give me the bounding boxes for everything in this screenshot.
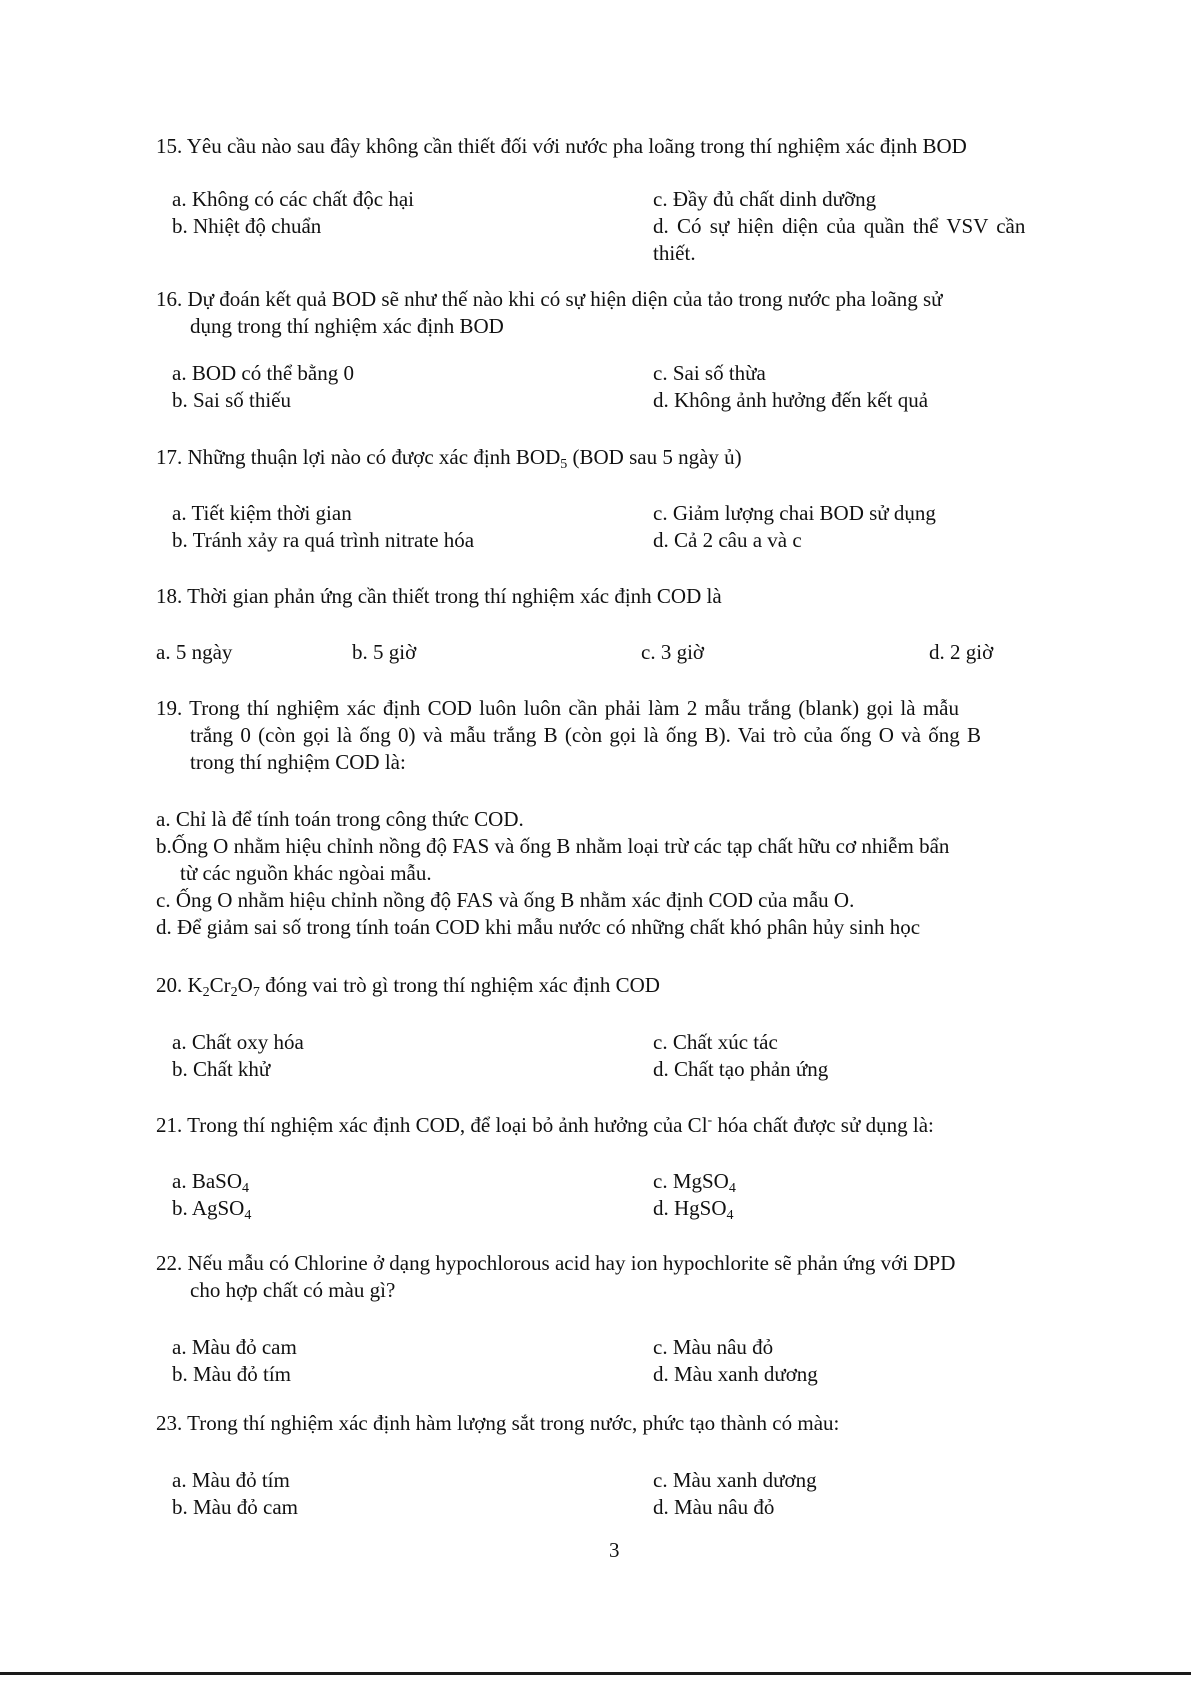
q23-option-d: d. Màu nâu đỏ (653, 1495, 775, 1519)
q15-option-d-cont: thiết. (653, 241, 696, 265)
question-16-text: 16. Dự đoán kết quả BOD sẽ như thế nào khi có sự hiện diện của tảo trong nước pha loãng sử (156, 287, 943, 311)
q19-option-d: d. Để giảm sai số trong tính toán COD khi mẫu nước có những chất khó phân hủy sinh học (156, 915, 921, 939)
q19-option-c: c. Ống O nhằm hiệu chỉnh nồng độ FAS và ống B nhằm xác định COD của mẫu O. (156, 888, 855, 912)
q22-option-c: c. Màu nâu đỏ (653, 1335, 774, 1359)
q20-option-d: d. Chất tạo phản ứng (653, 1057, 829, 1081)
q20-option-c: c. Chất xúc tác (653, 1030, 778, 1054)
question-19-text-cont2: trong thí nghiệm COD là: (190, 750, 406, 774)
question-19-text-cont1: trắng 0 (còn gọi là ống 0) và mẫu trắng B (còn gọi là ống B). Vai trò của ống O và ống B (190, 723, 981, 747)
q20-number: 20. (156, 973, 188, 997)
q21-text-pre: 21. Trong thí nghiệm xác định COD, để loại bỏ ảnh hưởng của Cl (156, 1113, 708, 1137)
q16-option-c: c. Sai số thừa (653, 361, 766, 385)
question-21-text (156, 1112, 934, 1138)
q20-text-post: đóng vai trò gì trong thí nghiệm xác định COD (259, 973, 660, 997)
q22-option-b: b. Màu đỏ tím (172, 1362, 291, 1386)
q21-option-b (172, 1195, 251, 1221)
q21-superscript: - (707, 1113, 713, 1128)
q17-text-pre: 17. Những thuận lợi nào có được xác định BOD (156, 445, 561, 469)
q23-option-b: b. Màu đỏ cam (172, 1495, 298, 1519)
q20-k: K (187, 973, 203, 997)
q20-o-subscript: 7 (252, 985, 260, 1000)
q20-k-subscript: 2 (202, 985, 210, 1000)
q15-option-c: c. Đầy đủ chất dinh dưỡng (653, 187, 877, 211)
q19-option-a: a. Chỉ là để tính toán trong công thức COD. (156, 807, 524, 831)
q21-option-b-subscript: 4 (244, 1208, 252, 1223)
question-22-text: 22. Nếu mẫu có Chlorine ở dạng hypochlorous acid hay ion hypochlorite sẽ phản ứng với DPD (156, 1251, 956, 1275)
q23-option-c: c. Màu xanh dương (653, 1468, 817, 1492)
q21-option-c-text: c. MgSO (653, 1169, 729, 1193)
q21-option-c (653, 1168, 736, 1194)
q18-option-c: c. 3 giờ (641, 640, 705, 664)
q17-option-c: c. Giảm lượng chai BOD sử dụng (653, 501, 936, 525)
q21-option-a-subscript: 4 (242, 1181, 249, 1196)
q17-subscript: 5 (560, 457, 568, 472)
q21-option-a-text: a. BaSO (172, 1169, 242, 1193)
q18-option-a: a. 5 ngày (156, 640, 233, 664)
q17-option-a: a. Tiết kiệm thời gian (172, 501, 352, 525)
q21-option-c-subscript: 4 (728, 1181, 736, 1196)
q19-option-b: b.Ống O nhằm hiệu chỉnh nồng độ FAS và ống B nhằm loại trừ các tạp chất hữu cơ nhiễm bẩn (156, 834, 950, 858)
question-23-text: 23. Trong thí nghiệm xác định hàm lượng sắt trong nước, phức tạo thành có màu: (156, 1411, 840, 1435)
q16-option-b: b. Sai số thiếu (172, 388, 291, 412)
q20-cr: Cr (209, 973, 231, 997)
page-number: 3 (609, 1538, 620, 1562)
q16-option-a: a. BOD có thể bằng 0 (172, 361, 354, 385)
q20-option-a: a. Chất oxy hóa (172, 1030, 304, 1054)
q20-option-b: b. Chất khử (172, 1057, 271, 1081)
question-18-text: 18. Thời gian phản ứng cần thiết trong thí nghiệm xác định COD là (156, 584, 722, 608)
q22-option-a: a. Màu đỏ cam (172, 1335, 297, 1359)
q21-option-d (653, 1195, 734, 1221)
q18-option-b: b. 5 giờ (352, 640, 417, 664)
q21-option-d-text: d. HgSO (653, 1196, 727, 1220)
q21-option-d-subscript: 4 (726, 1208, 734, 1223)
q21-option-b-text: b. AgSO (172, 1196, 245, 1220)
question-15-text: 15. Yêu cầu nào sau đây không cần thiết đối với nước pha loãng trong thí nghiệm xác định BOD (156, 134, 967, 158)
q16-option-d: d. Không ảnh hưởng đến kết quả (653, 388, 929, 412)
q20-o: O (237, 973, 253, 997)
bottom-scan-edge (0, 1672, 1191, 1675)
q21-text-post: hóa chất được sử dụng là: (712, 1113, 934, 1137)
question-20-text (156, 972, 660, 998)
q21-option-a (172, 1168, 249, 1194)
q15-option-b: b. Nhiệt độ chuẩn (172, 214, 322, 238)
q20-cr-subscript: 2 (230, 985, 238, 1000)
q17-option-b: b. Tránh xảy ra quá trình nitrate hóa (172, 528, 475, 552)
q18-option-d: d. 2 giờ (929, 640, 994, 664)
q23-option-a: a. Màu đỏ tím (172, 1468, 290, 1492)
question-17-text (156, 444, 742, 470)
question-22-text-cont: cho hợp chất có màu gì? (190, 1278, 396, 1302)
question-16-text-cont: dụng trong thí nghiệm xác định BOD (190, 314, 504, 338)
q17-option-d: d. Cả 2 câu a và c (653, 528, 802, 552)
q15-option-a: a. Không có các chất độc hại (172, 187, 414, 211)
question-19-text: 19. Trong thí nghiệm xác định COD luôn luôn cần phải làm 2 mẫu trắng (blank) gọi là mẫu (156, 696, 959, 720)
q15-option-d: d. Có sự hiện diện của quần thể VSV cần (653, 214, 1026, 238)
q19-option-b-cont: từ các nguồn khác ngòai mẫu. (180, 861, 432, 885)
q22-option-d: d. Màu xanh dương (653, 1362, 818, 1386)
q17-text-post: (BOD sau 5 ngày ủ) (567, 445, 742, 469)
